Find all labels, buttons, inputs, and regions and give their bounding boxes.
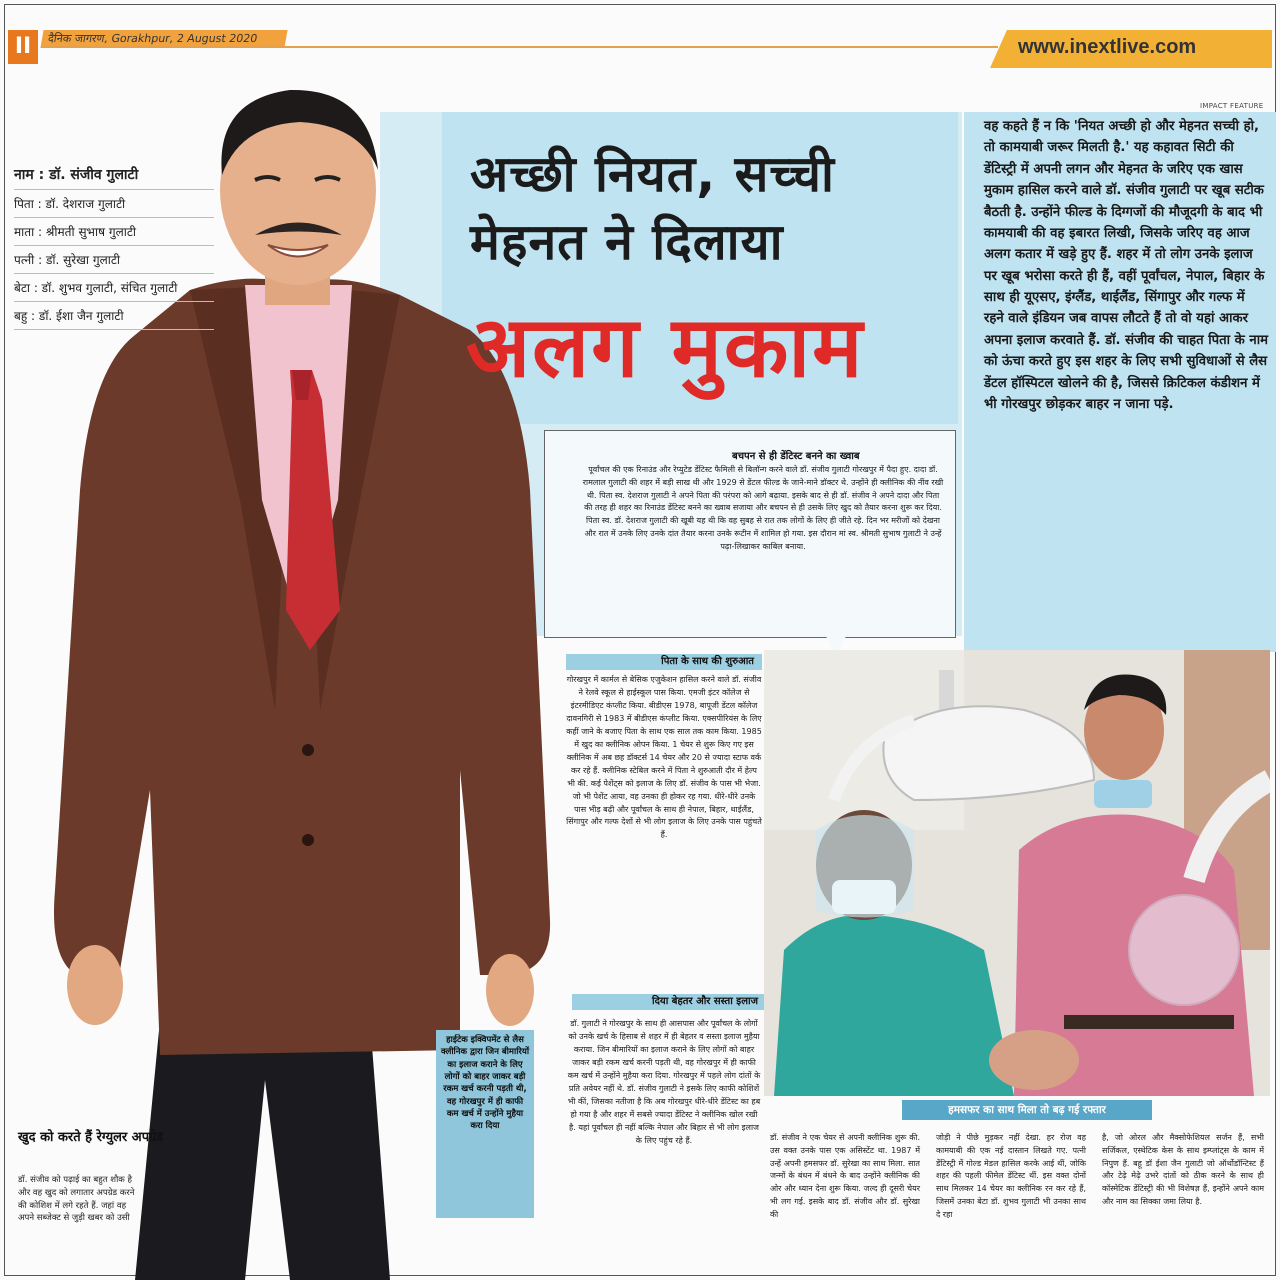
- page-number: II: [8, 30, 38, 64]
- header-rule: [42, 46, 998, 48]
- upgrade-heading: खुद को करते हैं रेग्युलर अपग्रेड: [18, 1130, 164, 1145]
- section3-heading: दिया बेहतर और सस्ता इलाज: [572, 994, 766, 1010]
- family-mother: माता : श्रीमती सुभाष गुलाटी: [14, 218, 214, 246]
- headline-line-1: अच्छी नियत, सच्ची: [470, 145, 835, 203]
- family-daughter-in-law: बहु : डॉ. ईशा जैन गुलाटी: [14, 302, 214, 330]
- bottom-column-1: डॉ. संजीव ने एक चेयर से अपनी क्लीनिक शुरू की. उस वक्त उनके पास एक असिस्टेंट था. 1987 में उन्हें अपनी हमसफर डॉ. सुरेखा का साथ मिला. सात जन्मों के बंधन में बंधने के बाद उन्होंने क्लीनिक की ओर और ध्यान देना शुरू किया. जल्द ही दूसरी चेयर भी लग गई. इसके बाद डॉ. संजीव और डॉ. सुरेखा की: [770, 1133, 920, 1219]
- headline-line-2: मेहनत ने दिलाया: [470, 213, 784, 271]
- section2-body: गोरखपुर में कार्मल से बेसिक एजुकेशन हासिल करने वाले डॉ. संजीव ने रेलवे स्कूल से हाईस्कूल पास किया. एमजी इंटर कॉलेज से इंटरमीडिएट कंप्लीट किया. बीडीएस 1978, बापूजी डेंटल कॉलेज दावनगिरी से 1983 में बीडीएस कंप्लीट किया. एक्सपीरियंस के लिए कहीं जाने के बजाए पिता के साथ एक साल तक काम किया. 1985 में खुद का क्लीनिक ओपन किया. 1 चेयर से शुरू किए गए इस क्लीनिक में अब छह डॉक्टर्स 14 चेयर और 20 से ज्यादा स्टाफ वर्क कर रहे हैं. क्लीनिक स्टेबिल करने में पिता ने शुरुआती दौर में हेल्प भी की. कई पेशेंट्स को इलाज के लिए डॉ. संजीव के पास भी भेजा. जो भी पेशेंट आया, वह उनका ही होकर रह गया. धीरे-धीरे उनके पास भीड़ बढ़ी और पूर्वांचल के साथ ही नेपाल, बिहार, थाईलैंड, सिंगापुर और गल्फ देशों से भी लोग इलाज के लिए उनके पास पहुंचते हैं.: [566, 675, 762, 840]
- photo-caption: हमसफर का साथ मिला तो बढ़ गई रफ्तार: [902, 1100, 1152, 1120]
- bottom-column-2: जोड़ी ने पीछे मुड़कर नहीं देखा. हर रोज वह कामयाबी की एक नई दास्तान लिखते गए. पत्नी डेंटिस्ट्री में गोल्ड मेडल हासिल करके आई थीं, जोकि शहर की पहली फीमेल डेंटिस्ट थीं. इस वक्त दोनों साथ मिलकर 14 चेयर का क्लीनिक रन कर रहे हैं, जिसमें उनका बेटा डॉ. शुभव गुलाटी भी उनका साथ दे रहा: [936, 1133, 1086, 1219]
- family-box: [14, 160, 214, 330]
- section2-heading: पिता के साथ की शुरुआत: [566, 654, 762, 670]
- section1-body: पूर्वांचल की एक रिनाउंड और रेप्युटेड डेंटिस्ट फैमिली से बिलॉन्ग करने वाले डॉ. संजीव गुलाटी गोरखपुर में पैदा हुए. दादा डॉ. रामलाल गुलाटी की शहर में बड़ी साख थी और 1929 से डेंटल फील्ड के जाने-माने डॉक्टर थे. उन्होंने ही क्लीनिक की नींव रखी थी. पिता स्व. देशराज गुलाटी ने अपने पिता की परंपरा को आगे बढ़ाया. इसके बाद से ही डॉ. संजीव ने अपने दादा और पिता की तरह ही शहर का रिनाउंड डेंटिस्ट बनने का ख्वाब सजाया और बचपन से ही उसके लिए खुद को तैयार करना शुरू कर दिया. पिता स्व. डॉ. देशराज गुलाटी की खूबी यह थी कि वह सुबह से रात तक लोगों के लिए ही जीते रहे. दिन भर मरीजों को देखना और रात में उनके लिए उनके दांत तैयार करना उनके रूटीन में शामिल हो गया. इस दौरान मां स्व. श्रीमती सुभाष गुलाटी ने उन्हें पढ़ा-लिखाकर काबिल बनाया.: [582, 465, 944, 551]
- upgrade-body: डॉ. संजीव को पढ़ाई का बहुत शौक है और वह खुद को लगातार अपग्रेड करने की कोशिश में लगे रहते हैं. जहां वह अपने सब्जेक्ट से जुड़ी खबर को उसी: [18, 1175, 135, 1224]
- family-name: नाम : डॉ. संजीव गुलाटी: [14, 160, 214, 190]
- publication-line: दैनिक जागरण, Gorakhpur, 2 August 2020: [40, 30, 287, 48]
- website-url[interactable]: www.inextlive.com: [1018, 36, 1197, 58]
- impact-feature-label: IMPACT FEATURE: [1200, 102, 1264, 110]
- family-son: बेटा : डॉ. शुभव गुलाटी, संचित गुलाटी: [14, 274, 214, 302]
- clinic-photo: [764, 650, 1270, 1096]
- bottom-column-3: है, जो ओरल और मैक्सोफेशियल सर्जन हैं, सभी सर्जिकल, एस्थेटिक केस के साथ इम्प्लांट्स के काम में निपुण हैं. बहू डॉ ईशा जैन गुलाटी जो ऑर्थोडॉन्टिस्ट हैं और टेढ़े मेढ़े उभरे दांतों को ठीक करने के साथ ही कॉस्मेटिक डेंटिस्ट्री की भी विशेषज्ञ हैं, इन्होंने अपने काम और नाम का सिक्का जमा लिया है.: [1102, 1133, 1264, 1206]
- headline-line-3: अलग मुकाम: [466, 298, 865, 396]
- section1-heading: बचपन से ही डेंटिस्ट बनने का ख्वाब: [732, 451, 860, 462]
- side-note: हाईटेक इक्विपमेंट से लैस क्लीनिक द्वारा जिन बीमारियों का इलाज कराने के लिए लोगों को बाहर जाकर बड़ी रकम खर्च करनी पड़ती थी, वह गोरखपुर में ही काफी कम खर्च में उन्होंने मुहैया करा दिया: [436, 1030, 534, 1218]
- family-wife: पत्नी : डॉ. सुरेखा गुलाटी: [14, 246, 214, 274]
- section3-body: डॉ. गुलाटी ने गोरखपुर के साथ ही आसपास और पूर्वांचल के लोगों को उनके खर्च के हिसाब से शहर में ही बेहतर व सस्ता इलाज मुहैया कराया. जिन बीमारियों का इलाज कराने के लिए लोगों को बाहर जाकर बड़ी रकम खर्च करनी पड़ती थी, वह गोरखपुर में ही काफी कम खर्च में उन्होंने मुहैया करा दिया. गोरखपुर में पहले लोग दांतों के प्रति अवेयर नहीं थे. डॉ. संजीव गुलाटी ने इसके लिए काफी कोशिशें भी कीं, जिसका नतीजा है कि अब गोरखपुर धीरे-धीरे डेंटिस्ट का हब हो गया है और शहर में सबसे ज्यादा डेंटिस्ट ने क्लीनिक खोल रखी है. यहां पूर्वांचल ही नहीं बल्कि नेपाल और बिहार से भी लोग इलाज के लिए पहुंच रहे हैं.: [567, 1019, 761, 1145]
- family-father: पिता : डॉ. देशराज गुलाटी: [14, 190, 214, 218]
- intro-text: वह कहते हैं न कि 'नियत अच्छी हो और मेहनत सच्ची हो, तो कामयाबी जरूर मिलती है.' यह कहावत सिटी की डेंटिस्ट्री में अपनी लगन और मेहनत के जरिए एक खास मुकाम हासिल करने वाले डॉ. संजीव गुलाटी पर खूब सटीक बैठती है. उन्होंने फील्ड के दिग्गजों की मौजूदगी के बाद भी कामयाबी की वह इबारत लिखी, जिसके जरिए वह आज अलग कतार में खड़े हुए हैं. शहर में तो लोग उनके इलाज पर खूब भरोसा करते ही हैं, वहीं पूर्वांचल, नेपाल, बिहार के साथ ही यूएसए, इंग्लैंड, थाईलैंड, सिंगापुर और गल्फ में रहने वाले इंडियन जब वापस लौटते हैं तो वो यहां आकर अपना इलाज करवाते हैं. डॉ. संजीव की चाहत पिता के नाम को ऊंचा करते हुए इस शहर के लिए सभी सुविधाओं से लैस डेंटल हॉस्पिटल खोलने की है, जिससे क्रिटिकल कंडीशन में भी गोरखपुर छोड़कर बाहर न जाना पड़े.: [984, 119, 1268, 412]
